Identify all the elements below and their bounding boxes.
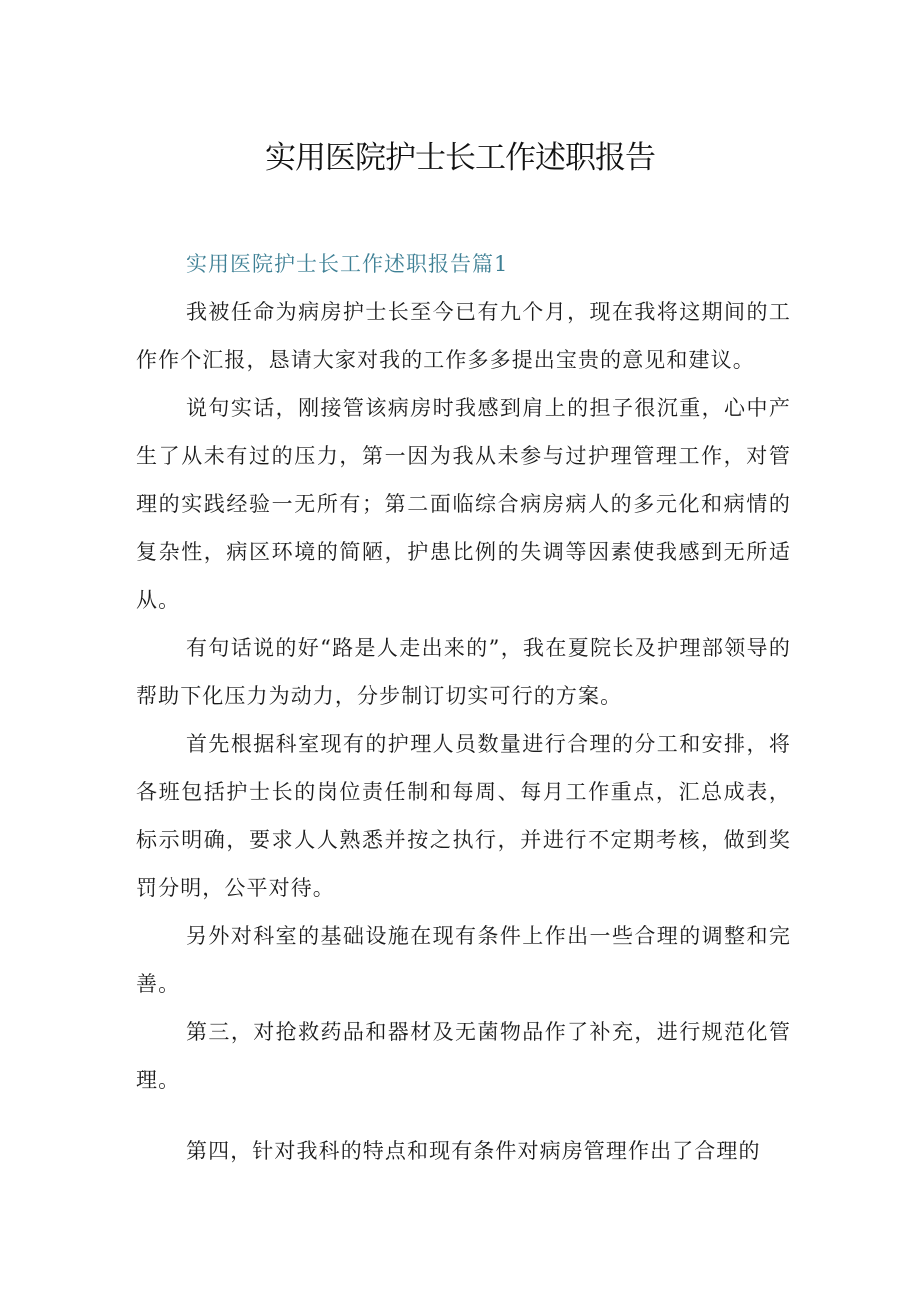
paragraph-1: 我被任命为病房护士长至今已有九个月，现在我将这期间的工作作个汇报，恳请大家对我的工作多多提出宝贵的意见和建议。	[136, 300, 791, 372]
paragraph-3: 有句话说的好“路是人走出来的”，我在夏院长及护理部领导的帮助下化压力为动力，分步制订切实可行的方案。	[136, 636, 791, 708]
paragraph-2: 说句实话，刚接管该病房时我感到肩上的担子很沉重，心中产生了从未有过的压力，第一因为我从未参与过护理管理工作，对管理的实践经验一无所有；第二面临综合病房病人的多元化和病情的复杂性，病区环境的简陋，护患比例的失调等因素使我感到无所适从。	[136, 396, 791, 612]
paragraph-7: 第四，针对我科的特点和现有条件对病房管理作出了合理的	[186, 1139, 761, 1163]
paragraph-5: 另外对科室的基础设施在现有条件上作出一些合理的调整和完善。	[136, 924, 791, 996]
document-title: 实用医院护士长工作述职报告	[265, 140, 655, 176]
paragraph-4: 首先根据科室现有的护理人员数量进行合理的分工和安排，将各班包括护士长的岗位责任制和每周、每月工作重点，汇总成表，标示明确，要求人人熟悉并按之执行，并进行不定期考核，做到奖罚分明，公平对待。	[136, 732, 791, 900]
section-heading: 实用医院护士长工作述职报告篇1	[186, 252, 509, 276]
paragraph-6: 第三，对抢救药品和器材及无菌物品作了补充，进行规范化管理。	[136, 1020, 791, 1092]
